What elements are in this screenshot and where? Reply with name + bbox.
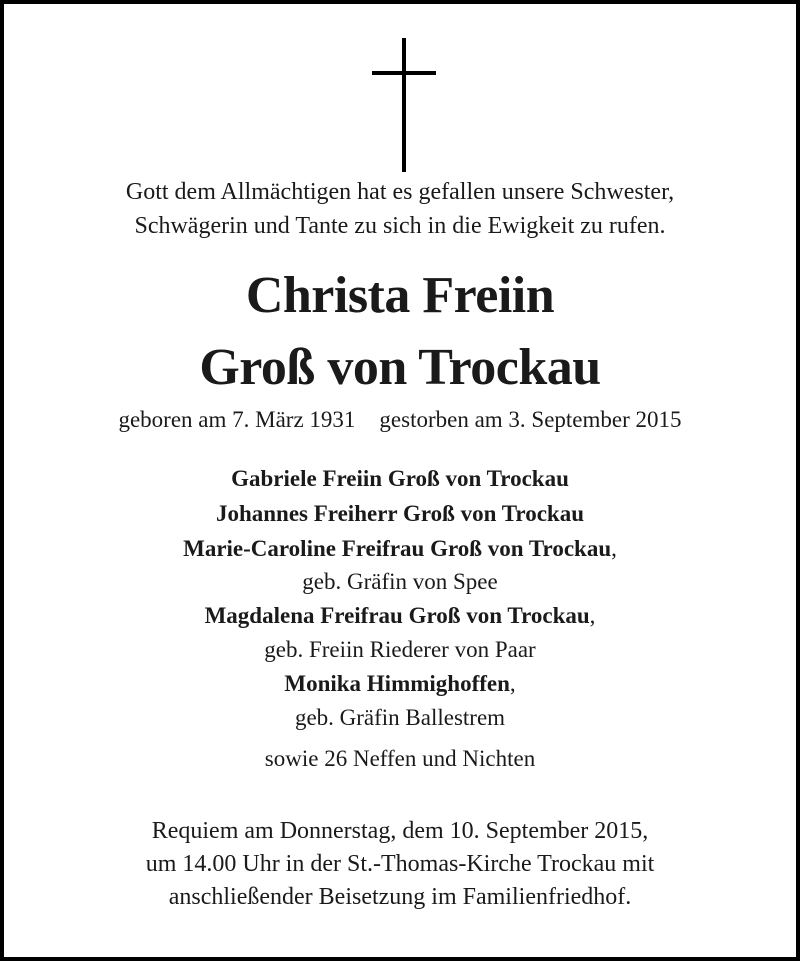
- mourner-5: [4, 672, 796, 695]
- intro-line-1: Gott dem Allmächtigen hat es gefallen unsere Schwester,: [125, 179, 675, 205]
- mourner-4-birthname: geb. Freiin Riederer von Paar: [264, 637, 536, 662]
- mourner-4-name: Magdalena Freifrau Groß von Trockau: [204, 603, 590, 628]
- life-dates: [4, 408, 796, 431]
- birth-date: geboren am 7. März 1931: [118, 407, 356, 432]
- mourner-3-name: Marie-Caroline Freifrau Groß von Trockau: [183, 536, 612, 561]
- requiem-line-3: anschließender Beisetzung im Familienfriedhof.: [168, 884, 632, 910]
- mourner-4-comma: ,: [589, 603, 596, 628]
- death-date: gestorben am 3. September 2015: [379, 407, 682, 432]
- cross-icon: [372, 38, 436, 172]
- mourner-2: Johannes Freiherr Groß von Trockau: [215, 501, 585, 526]
- intro-line-2: Schwägerin und Tante zu sich in die Ewigkeit zu rufen.: [134, 213, 666, 239]
- mourner-3: [4, 537, 796, 560]
- deceased-name-line-2: Groß von Trockau: [199, 339, 601, 396]
- mourner-5-birthname: geb. Gräfin Ballestrem: [294, 705, 506, 730]
- mourner-3-comma: ,: [611, 536, 617, 561]
- mourner-5-comma: ,: [509, 671, 516, 696]
- requiem-line-2: um 14.00 Uhr in der St.-Thomas-Kirche Trockau mit: [145, 851, 655, 877]
- mourner-4: [4, 604, 796, 627]
- nephews-nieces: sowie 26 Neffen und Nichten: [264, 746, 536, 771]
- mourner-1: Gabriele Freiin Groß von Trockau: [231, 466, 569, 491]
- deceased-name-line-1: Christa Freiin: [245, 267, 555, 324]
- mourner-3-birthname: geb. Gräfin von Spee: [302, 569, 498, 594]
- requiem-line-1: Requiem am Donnerstag, dem 10. September 2015,: [151, 818, 649, 844]
- mourner-5-name: Monika Himmighoffen: [284, 671, 510, 696]
